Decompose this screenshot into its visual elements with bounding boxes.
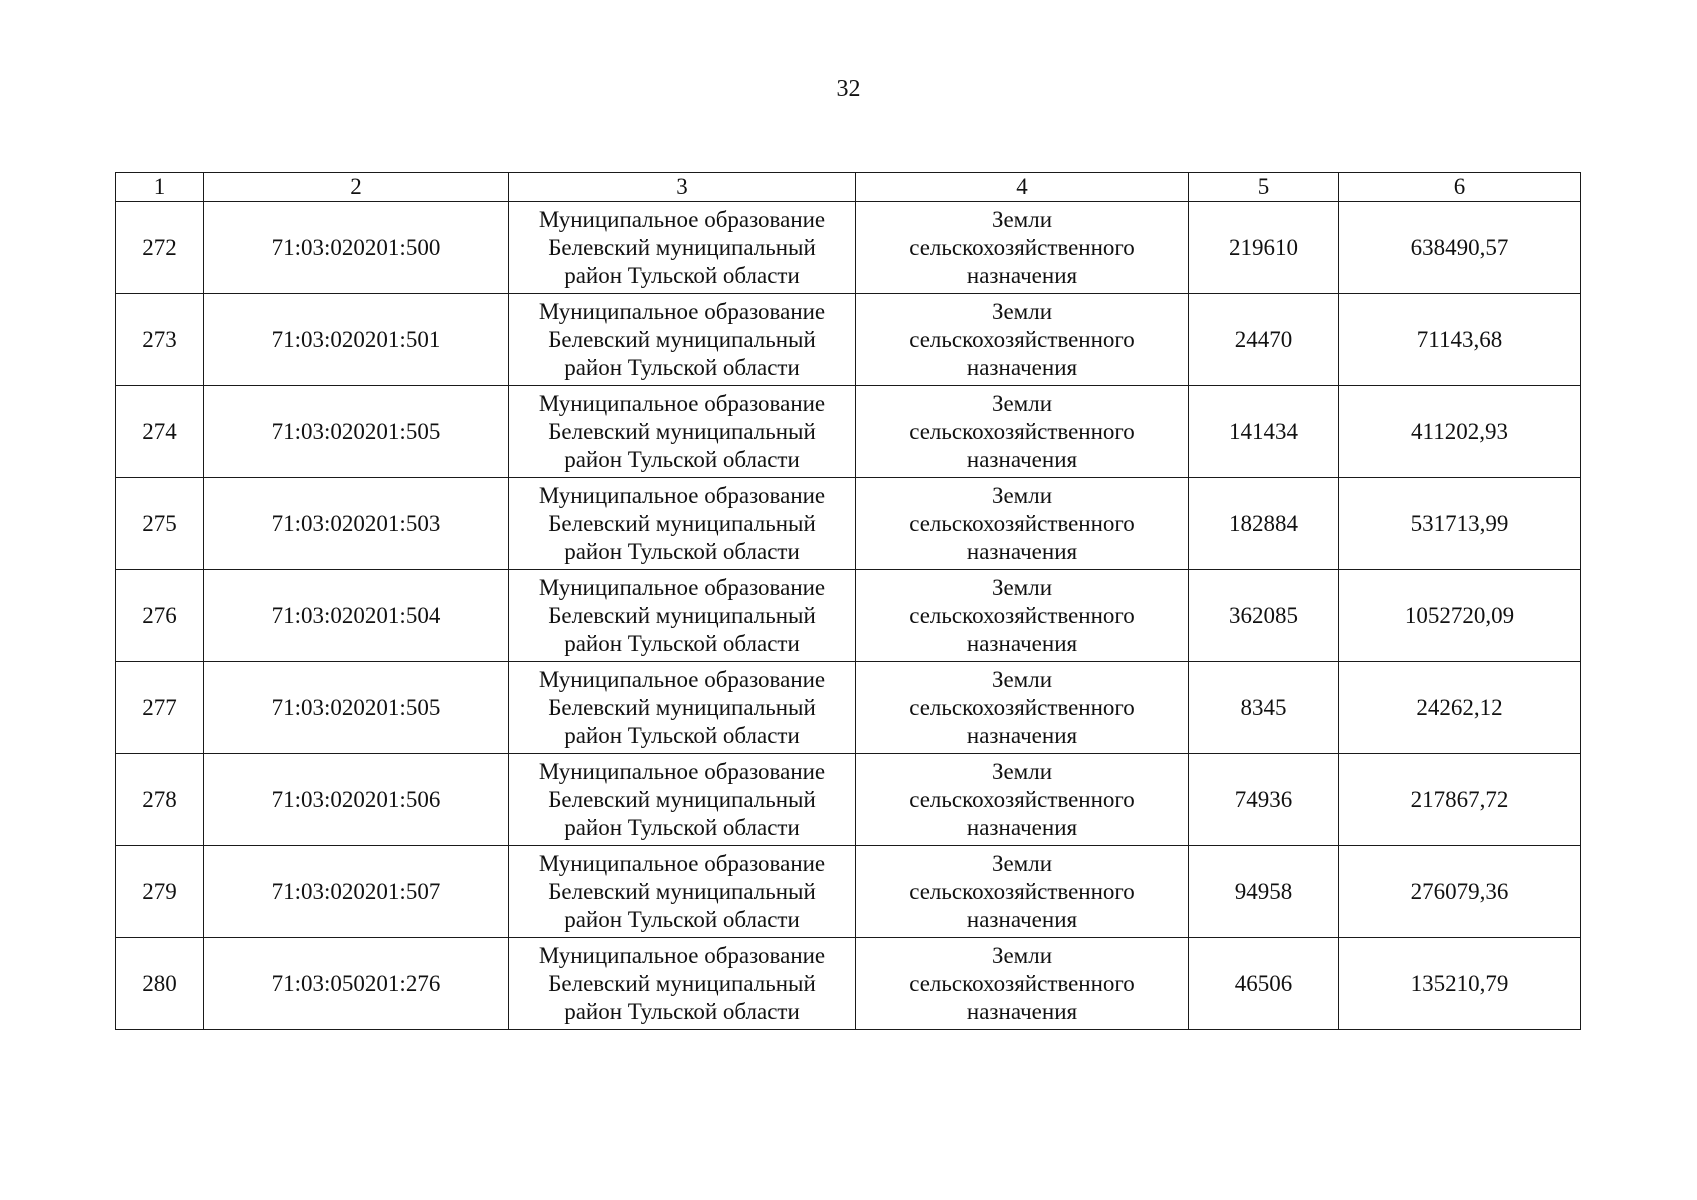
cadastral-value-cell: 276079,36 (1339, 846, 1581, 938)
land-category-cell-text: Земли сельскохозяйственного назначения (909, 574, 1135, 656)
land-category-cell-text: Земли сельскохозяйственного назначения (909, 942, 1135, 1024)
land-category-cell (856, 662, 1189, 754)
row-number-cell: 279 (116, 846, 204, 938)
cadastral-number-cell: 71:03:020201:506 (204, 754, 509, 846)
area-cell: 8345 (1189, 662, 1339, 754)
area-cell: 362085 (1189, 570, 1339, 662)
column-header-6: 6 (1339, 173, 1581, 202)
land-plots-table-container (115, 172, 1580, 1030)
owner-cell (509, 754, 856, 846)
owner-cell (509, 294, 856, 386)
table-body (116, 202, 1581, 1030)
land-category-cell (856, 386, 1189, 478)
row-number-cell: 274 (116, 386, 204, 478)
owner-cell (509, 478, 856, 570)
row-number-cell: 278 (116, 754, 204, 846)
owner-cell-text: Муниципальное образование Белевский муниципальный район Тульской области (538, 942, 826, 1024)
owner-cell-text: Муниципальное образование Белевский муниципальный район Тульской области (538, 758, 826, 840)
table-row (116, 386, 1581, 478)
table-row (116, 754, 1581, 846)
area-cell: 182884 (1189, 478, 1339, 570)
owner-cell (509, 662, 856, 754)
land-category-cell-text: Земли сельскохозяйственного назначения (909, 850, 1135, 932)
land-category-cell (856, 478, 1189, 570)
column-header-4: 4 (856, 173, 1189, 202)
owner-cell (509, 386, 856, 478)
table-row (116, 662, 1581, 754)
cadastral-value-cell: 217867,72 (1339, 754, 1581, 846)
table-header (116, 173, 1581, 202)
row-number-cell: 272 (116, 202, 204, 294)
land-plots-table (115, 172, 1581, 1030)
table-row (116, 202, 1581, 294)
area-cell: 46506 (1189, 938, 1339, 1030)
row-number-cell: 280 (116, 938, 204, 1030)
cadastral-value-cell: 24262,12 (1339, 662, 1581, 754)
table-row (116, 846, 1581, 938)
header-row (116, 173, 1581, 202)
land-category-cell-text: Земли сельскохозяйственного назначения (909, 390, 1135, 472)
cadastral-value-cell: 71143,68 (1339, 294, 1581, 386)
cadastral-number-cell: 71:03:020201:504 (204, 570, 509, 662)
land-category-cell (856, 202, 1189, 294)
land-category-cell (856, 846, 1189, 938)
owner-cell-text: Муниципальное образование Белевский муниципальный район Тульской области (538, 666, 826, 748)
area-cell: 141434 (1189, 386, 1339, 478)
column-header-2: 2 (204, 173, 509, 202)
owner-cell-text: Муниципальное образование Белевский муниципальный район Тульской области (538, 298, 826, 380)
land-category-cell-text: Земли сельскохозяйственного назначения (909, 758, 1135, 840)
cadastral-value-cell: 135210,79 (1339, 938, 1581, 1030)
owner-cell-text: Муниципальное образование Белевский муниципальный район Тульской области (538, 390, 826, 472)
cadastral-value-cell: 1052720,09 (1339, 570, 1581, 662)
cadastral-number-cell: 71:03:050201:276 (204, 938, 509, 1030)
land-category-cell-text: Земли сельскохозяйственного назначения (909, 482, 1135, 564)
row-number-cell: 276 (116, 570, 204, 662)
row-number-cell: 275 (116, 478, 204, 570)
cadastral-number-cell: 71:03:020201:500 (204, 202, 509, 294)
area-cell: 74936 (1189, 754, 1339, 846)
cadastral-number-cell: 71:03:020201:505 (204, 386, 509, 478)
owner-cell (509, 202, 856, 294)
column-header-1: 1 (116, 173, 204, 202)
owner-cell (509, 938, 856, 1030)
table-row (116, 294, 1581, 386)
area-cell: 24470 (1189, 294, 1339, 386)
page-number: 32 (836, 76, 861, 102)
table-row (116, 570, 1581, 662)
row-number-cell: 273 (116, 294, 204, 386)
owner-cell (509, 846, 856, 938)
land-category-cell (856, 294, 1189, 386)
cadastral-value-cell: 638490,57 (1339, 202, 1581, 294)
cadastral-value-cell: 411202,93 (1339, 386, 1581, 478)
area-cell: 94958 (1189, 846, 1339, 938)
land-category-cell-text: Земли сельскохозяйственного назначения (909, 206, 1135, 288)
area-cell: 219610 (1189, 202, 1339, 294)
owner-cell-text: Муниципальное образование Белевский муниципальный район Тульской области (538, 206, 826, 288)
column-header-5: 5 (1189, 173, 1339, 202)
land-category-cell (856, 570, 1189, 662)
column-header-3: 3 (509, 173, 856, 202)
table-row (116, 478, 1581, 570)
owner-cell-text: Муниципальное образование Белевский муниципальный район Тульской области (538, 482, 826, 564)
cadastral-value-cell: 531713,99 (1339, 478, 1581, 570)
land-category-cell (856, 754, 1189, 846)
table-row (116, 938, 1581, 1030)
owner-cell-text: Муниципальное образование Белевский муниципальный район Тульской области (538, 850, 826, 932)
owner-cell (509, 570, 856, 662)
owner-cell-text: Муниципальное образование Белевский муниципальный район Тульской области (538, 574, 826, 656)
row-number-cell: 277 (116, 662, 204, 754)
land-category-cell (856, 938, 1189, 1030)
cadastral-number-cell: 71:03:020201:507 (204, 846, 509, 938)
cadastral-number-cell: 71:03:020201:505 (204, 662, 509, 754)
cadastral-number-cell: 71:03:020201:501 (204, 294, 509, 386)
cadastral-number-cell: 71:03:020201:503 (204, 478, 509, 570)
land-category-cell-text: Земли сельскохозяйственного назначения (909, 666, 1135, 748)
land-category-cell-text: Земли сельскохозяйственного назначения (909, 298, 1135, 380)
